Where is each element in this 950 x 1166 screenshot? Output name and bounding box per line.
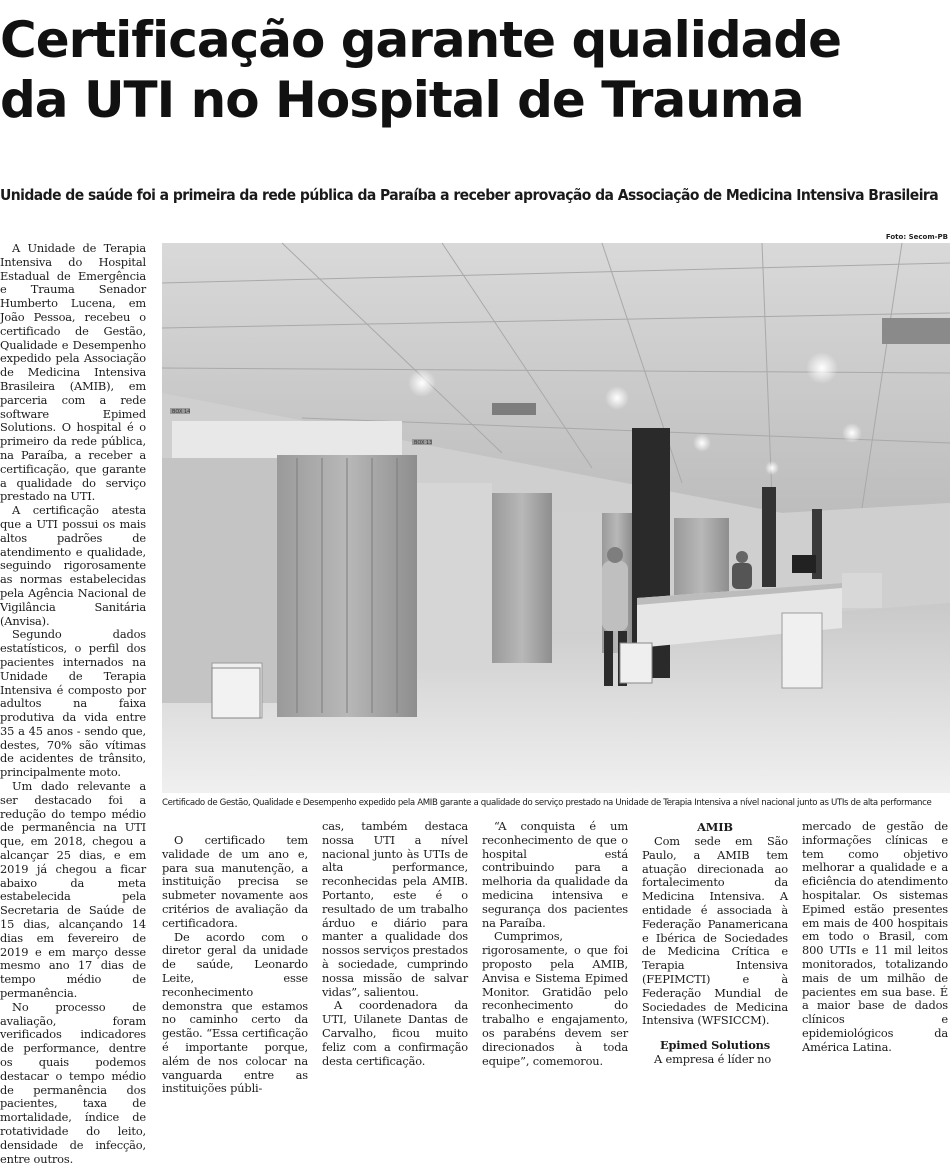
subheadline: Unidade de saúde foi a primeira da rede pública da Paraíba a receber aprovação da Associação de Medicina Intensiva Brasileira [0, 186, 939, 204]
paragraph: A empresa é líder no [654, 1052, 772, 1067]
photo-credit: Foto: Secom-PB [885, 233, 948, 241]
sign-box-13: BOX 13 [414, 440, 433, 446]
paragraph: No processo de avaliação, foram verificados indicadores de performance, dentre os quais podemos destacar o tempo médio de permanência dos pacientes, taxa de mortalidade, índice de rotatividade do leito, densidade de infecção, entre outros. [0, 999, 146, 1166]
paragraph: O certificado tem validade de um ano e, para sua manutenção, a instituição precisa se submeter novamente aos critérios de avaliação da certificadora. [162, 833, 308, 930]
section-heading-epimed: Epimed Solutions [659, 1038, 771, 1053]
paragraph: A certificação atesta que a UTI possui os mais altos padrões de atendimento e qualidade, seguindo rigorosamente as normas estabelecidas pela Agência Nacional de Vigilância Sanitária (Anvisa). [0, 503, 146, 628]
body-column-2 [322, 820, 468, 1068]
body-column-5 [802, 820, 948, 1055]
paragraph: A coordenadora da UTI, Uilanete Dantas de Carvalho, ficou muito feliz com a confirmação desta certificação. [322, 998, 468, 1068]
paragraph: cas, também destaca nossa UTI a nível nacional junto às UTIs de alta performance, reconhecidas pela AMIB. Portanto, este é o resultado de um trabalho árduo e diário para manter a qualidade dos nossos serviços prestados à sociedade, cumprindo nossa missão de salvar vidas”, salientou. [322, 819, 468, 999]
paragraph: Segundo dados estatísticos, o perfil dos pacientes internados na Unidade de Terapia Intensiva é composto por adultos na faixa produtiva da vida entre 35 a 45 anos - sendo que, destes, 70% são vítimas de acidentes de trânsito, principalmente moto. [0, 627, 146, 780]
section-heading-amib: AMIB [697, 820, 733, 834]
paragraph: A Unidade de Terapia Intensiva do Hospital Estadual de Emergência e Trauma Senador Humberto Lucena, em João Pessoa, recebeu o certificado de Gestão, Qualidade e Desempenho expedido pela Associação de Medicina Intensiva Brasileira (AMIB), em parceria com a rede software Epimed Solutions. O hospital é o primeiro da rede pública, na Paraíba, a receber a certificação, que garante a qualidade do serviço prestado na UTI. [0, 241, 146, 504]
body-column-left [0, 242, 146, 1166]
headline [0, 10, 950, 130]
paragraph: Cumprimos, rigorosamente, o que foi proposto pela AMIB, Anvisa e Sistema Epimed Monitor. Gratidão pelo reconhecimento do trabalho e engajamento, os parabéns devem ser direcionados à toda equipe”, comemorou. [482, 929, 628, 1068]
sign-box-14: BOX 14 [172, 409, 191, 415]
body-column-4 [642, 820, 788, 1067]
icu-photo [162, 243, 950, 793]
paragraph: Com sede em São Paulo, a AMIB tem atuação direcionada ao fortalecimento da Medicina Intensiva. A entidade é associada à Federação Panamericana e Ibérica de Sociedades de Medicina Crítica e Terapia Intensiva (FEPIMCTI) e à Federação Mundial de Sociedades de Medicina Intensiva (WFSICCM). [642, 834, 788, 1028]
body-column-3 [482, 820, 628, 1068]
paragraph: Um dado relevante a ser destacado foi a redução do tempo médio de permanência na UTI que, em 2018, chegou a alcançar 25 dias, e em 2019 já chegou a ficar abaixo da meta estabelecida pela Secretaria de Saúde de 15 dias, alcançando 14 dias em fevereiro de 2019 e em março desse mesmo ano 17 dias de tempo médio de permanência. [0, 779, 146, 1001]
photo-caption: Certificado de Gestão, Qualidade e Desempenho expedido pela AMIB garante a qualidade do serviço prestado na Unidade de Terapia Intensiva a nível nacional junto as UTIs de alta performance [162, 798, 932, 808]
headline-line-2: da UTI no Hospital de Trauma [0, 71, 804, 129]
paragraph: De acordo com o diretor geral da unidade de saúde, Leonardo Leite, esse reconhecimento demonstra que estamos no caminho certo da gestão. “Essa certificação é importante porque, além de nos colocar na vanguarda entre as instituições públi- [162, 929, 308, 1096]
body-column-1 [162, 834, 308, 1096]
headline-line-1: Certificação garante qualidade [0, 11, 842, 69]
paragraph: mercado de gestão de informações clínicas e tem como objetivo melhorar a qualidade e a eficiência do atendimento hospitalar. Os sistemas Epimed estão presentes em mais de 400 hospitais em todo o Brasil, com 800 UTIs e 11 mil leitos monitorados, totalizando mais de um milhão de pacientes em sua base. É a maior base de dados clínicos e epidemiológicos da América Latina. [802, 819, 948, 1054]
paragraph: “A conquista é um reconhecimento de que o hospital está contribuindo para a melhoria da qualidade da medicina intensiva e segurança dos pacientes na Paraíba. [482, 819, 628, 930]
